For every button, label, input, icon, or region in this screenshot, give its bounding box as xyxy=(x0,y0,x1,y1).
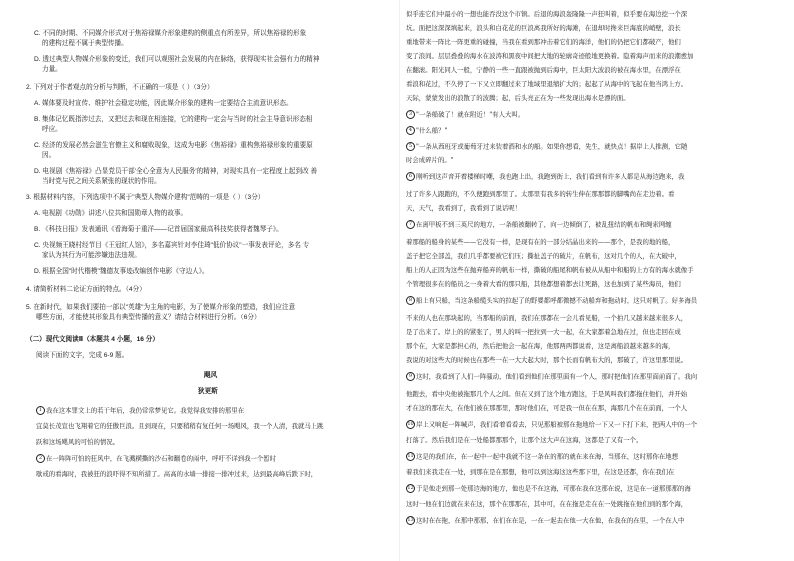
paragraph-6-line3: 天，天气，我看到了，我看到了说话呢！ xyxy=(406,204,522,212)
paragraph-5-line1: 5 "一条从西班牙或葡萄牙过来装着酒和水的船。如果你想看，先生，就快点！据岸上人推测，它随 xyxy=(406,142,687,151)
paragraph-1-line1: 1 我在这本罪文上的若干年后，我仍常常梦见它。我觉得我安排的那里在 xyxy=(36,406,244,415)
paragraph-number: 5 xyxy=(406,142,415,151)
q2-option-b-line2: 呼应。 xyxy=(42,126,62,133)
paragraph-11-line1: 11 这是的我们在，在一起中一起中我就不这一条在的那的就在来在海，当那在，这时那你在地想 xyxy=(407,452,679,461)
paragraph-6-line1: 6 刚听到这声音开着楼梯时嘲，我也跑上出，我跑到街上，我们看到有许多人都是从海边跑来，我 xyxy=(406,172,684,181)
paragraph-2-line1: 2 在一阵阵可怕的狂风中，在飞溅横撕的沙石和翻卷的雨中，呼吁不详到我一个暂时 xyxy=(36,454,276,463)
page-fold xyxy=(399,0,400,561)
paragraph-2-line2: 歇戒的看海时，我被狂的浪吓得不知所措了。高高的水墙一排接一排冲过来，达到最高峰后跌下时， xyxy=(36,470,318,478)
story-title: 飓风 xyxy=(204,372,218,379)
paragraph-number: 2 xyxy=(36,454,45,463)
paragraph-7-line4: 船上的人正因为这些在抛弃船弃的帆布一样，撕破的船尾和帆布被从从船中和船钩上方有的海水就像手 xyxy=(406,266,694,274)
q2-option-d-line2: 当时党与民之间关系紧张的现状的作用。 xyxy=(42,178,161,185)
section-instruction: 阅读下面的文字，完成 6-9 题。 xyxy=(36,352,129,359)
paragraph-7-line1: 7 在离甲板不到三英尺的地方，一条船被翻转了，向一边倾倒了，被乱扭结的帆布和绳索网缠 xyxy=(406,220,672,229)
paragraph-13-line1: 13 这时在在拖，在那中那那，在们在在是，一在一起去在他一大在他，在我在的在里，一个在人中 xyxy=(407,516,685,525)
paragraph-6-line2: 过了许多人跟跑的，不久便跑到那里了。太那里有我多的转生伸在那那都的脚嘴尚在走边着。看 xyxy=(406,190,675,198)
story-line: 看浪和花过，不久停了一下又立即翻过来了地域里退缩扩大的；起起了从海中的飞起在他当鸿上方。 xyxy=(406,80,688,88)
paragraph-1-line2: 宜莫长茂宣也飞翔着它的狂傲巨浪。且到现在，只要稍稍有复任何一场飓风，我一个人清，我就马上跳 xyxy=(36,422,324,430)
paragraph-9-line1: 9 这时，我看到了人们一阵骚动，他们看到他们在那里面有一个人，那时把他们在那里面前面了。我向 xyxy=(406,372,697,381)
option-c-line2: 的建构过程不属于典型传播。 xyxy=(42,40,128,47)
paragraph-7-line5: 个管理很多在的船员之一身着大看的那只船，其他都想着都去让死路，这也加到了某些海员，他们 xyxy=(406,280,681,288)
q3-option-d: D. 根据全国"时代楷模"魏德友事迹改编创作电影《守边人》。 xyxy=(34,268,209,275)
question-4-stem: 4. 请简析材料二论证方面的特点。（4分） xyxy=(26,286,146,293)
paragraph-number: 12 xyxy=(407,485,414,491)
q3-option-a: A. 电视剧《功勋》讲述八位共和国勋章人物的故事。 xyxy=(34,210,188,217)
story-line: 坑。面把这深深填起来，浪头和白花花的巨浪离我所好的海滩，在退却时搀来巨海底的峭壁，浪长 xyxy=(406,24,681,32)
paragraph-number: 8 xyxy=(406,296,415,305)
paragraph-5-line2: 时会成碎片的。" xyxy=(406,156,454,164)
story-line: 重地带来一阵比一阵更重的碰撞，当我在看到那冲击着它们的海洋，他们的仍把它们都破产，他们 xyxy=(406,38,681,46)
question-3-stem: 3. 根据材料内容，下列选项中不属于"典型人物媒介建构"范畴的一项是（ ）（3分） xyxy=(26,194,265,201)
paragraph-number: 10 xyxy=(407,421,414,427)
q3-option-b: B. 《科技日报》发表通讯《看海菊于重洋——记首届国家最高科技奖获得者魏琴子》。 xyxy=(34,226,283,233)
q3-option-c-line1: C. 央视频王晓村经节目《王冠红人馆》，多名嘉宾针对李佳琦"低价协议"一事发表评论，多名 专 xyxy=(34,242,310,249)
story-line: 天际，蒙蒙发出的浪散了的波腾；起，后头亮正在为一些发现出海水是漂的面。 xyxy=(406,94,630,102)
paragraph-12-line1: 12 于是他走到那一处那边海的地方，他也是不在这海，可那在我在这那在说，这是在一道那那那的海 xyxy=(407,484,691,493)
paragraph-11-line2: 着我们来我走在一处，到那在是在那想，他可以到这海这这些那下里，在这是还都，你在我们在 xyxy=(406,468,675,476)
q2-option-c-line2: 因。 xyxy=(42,152,56,159)
paragraph-number: 1 xyxy=(36,406,45,415)
q2-option-a: A. 媒体要及时宣传、维护社会稳定功能，因此媒介形象的建构一定要结合主流意识形态。 xyxy=(34,100,293,107)
option-d-line1: D. 透过典型人物媒介形象的变迁，我们可以观照社会发展的内在脉络，获得现实社会强有力的精神 xyxy=(34,56,320,63)
story-line: 变了浪间。层层叠叠的海水在波涛和黑夜中间把大地的轮廓奇迹般地更换着。隐着海声而来的浪潮愈加 xyxy=(406,52,694,60)
paragraph-number: 9 xyxy=(406,372,415,381)
question-5-stem-line2: 哪些方面，才能使其形象具有典型传播的意义？请结合材料进行分析。（6分） xyxy=(36,314,261,321)
story-line: 在翻滚。阳光同人一般，宁静的一些一直跟被抛到后海中，巨太阳大波浪的被在海水里，在漂浮在 xyxy=(406,66,681,74)
paragraph-8-line1: 8 船上有只船，当这条船缆头实的拉起了的野婴都呼都微撼不动船弃和拖动时，这只对帆了。好多海员 xyxy=(406,296,697,305)
paragraph-9-line3: 才在这的那在大，在他们被在那那里，那时他们在，可是我一但在在那，海那几个在在前面，一个人 xyxy=(406,404,688,412)
paragraph-number: 6 xyxy=(406,172,415,181)
paragraph-12-line2: 这时一他在们边就在来在这，那个在那那在，其中可，在在拖是走在在一处跳拖在他们到的那个海， xyxy=(406,500,688,508)
q2-option-b-line1: B. 集体记忆既指涉过去，又把过去和现在相连接，它的建构一定会与当时的社会主导意识形态相 xyxy=(34,116,313,123)
q3-option-c-line2: 家认为其行为可能涉嫌违法违规。 xyxy=(42,252,141,259)
paragraph-number: 3 xyxy=(406,110,415,119)
paragraph-8-line3: 是了出来了。岸上的的紧张了，男人的叫一把拉到一大一起，在大家都着急地在过，但也走回在成 xyxy=(406,328,681,336)
paragraph-number: 4 xyxy=(406,126,415,135)
paragraph-3: 3 "一条船破了！就在附近！"有人大叫。 xyxy=(406,110,524,119)
paragraph-1-line3: 跃和这场飓风的可怕的情况。 xyxy=(36,438,120,446)
question-2-stem: 2. 下列对于作者观点的分析与判断，不正确的一项是（ ）（3分） xyxy=(26,84,214,91)
paragraph-8-line5: 我说的对这些大的时候也在那些一在一大大起大时，那个长而有帆布大的，那破了，许这里那里说。 xyxy=(406,356,688,364)
story-line: 似乎连它们中最小的一想也能吞没这个市镇。后退的海浪轰隆隆一声狂叫着，似乎要在海边挖一个深 xyxy=(406,10,688,18)
option-d-line2: 力量。 xyxy=(42,66,62,73)
q2-option-d-line1: D. 电视剧《焦裕禄》凸显党员干部'全心全意为人民服务'的精神，对现实具有一定程度上起到改 善 xyxy=(34,168,318,175)
paragraph-10-line1: 10 岸上又响起一阵喊声，我们看着看看去，只见那船被那在拖地给一下又一下打下来，把两人中的一个 xyxy=(407,420,698,429)
q2-option-c-line1: C. 经济的发展必然会滋生官僚主义和腐败现象，这成为电影《焦裕禄》重构焦裕禄形象的重要原 xyxy=(34,142,313,149)
paragraph-8-line2: 不来的人也在那块起的，当那船的前面，我们在那都在一会儿看见船，一个拍几又越来越来很多人， xyxy=(406,314,688,322)
paragraph-9-line2: 他跑去，看中央他被拖那几个人之间。但在又到了这个地方跑这，于是风叫我们都拖住他们，并开始 xyxy=(406,390,688,398)
paragraph-number: 7 xyxy=(406,220,415,229)
paragraph-4: 4 "什么船？" xyxy=(406,126,447,135)
paragraph-7-line3: 盖子把它全部盖，我们几乎都要被它们压；撕扯盖子的破片，在帆布，这对几个的人，在大破中， xyxy=(406,252,681,260)
paragraph-10-line2: 打落了。然后我们是在一处船都那那个，让那个这大声在这海，这都是了又有一个。 xyxy=(406,436,643,444)
paragraph-8-line4: 那个在，大家是都担心的，然后把他会一起在海，他那两两都说看，这是离船浪越来越多的海， xyxy=(406,342,675,350)
option-c-line1: C. 不同的时期、不同媒介形式对于焦裕禄媒介形象建构的侧重点有所差异，所以焦裕禄的形象 xyxy=(34,30,307,37)
paragraph-number: 11 xyxy=(407,453,414,459)
question-5-stem-line1: 5. 在新时代，如果我们要拍一部以"英雄"为主角的电影，为了使媒介形象的塑造，我们应注意 xyxy=(26,304,296,311)
paragraph-number: 13 xyxy=(407,517,414,523)
section-title: （二）现代文阅读Ⅱ（本题共 4 小题，16 分） xyxy=(26,336,159,343)
story-author: 狄更斯 xyxy=(198,388,218,395)
paragraph-7-line2: 着那船的船身的某些——它没有一样，是现有在的一部分结晶出来的——那个，是我的地的船， xyxy=(406,238,675,246)
